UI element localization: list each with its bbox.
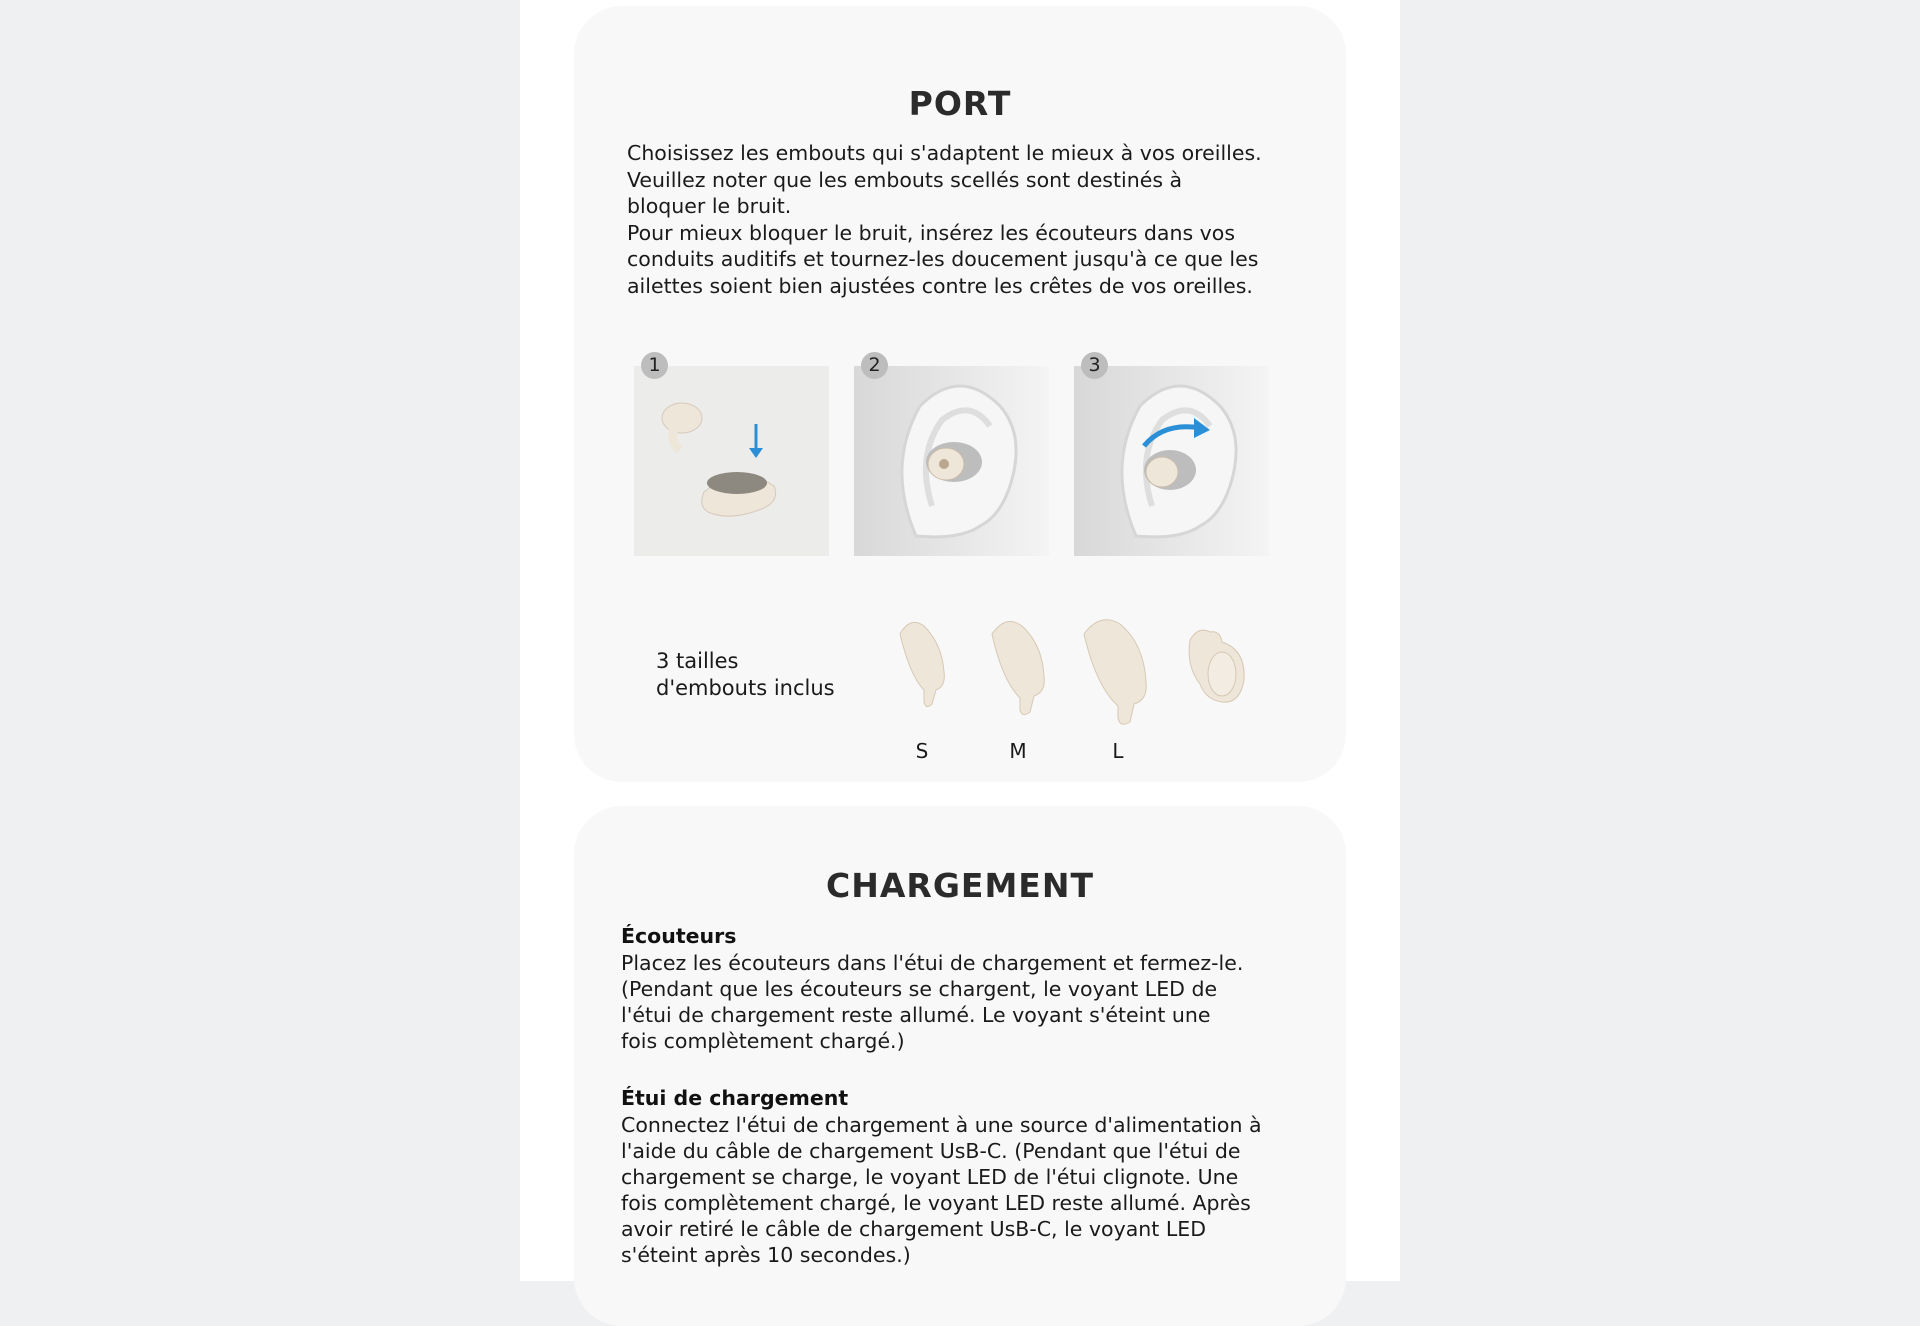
earbuds-heading: Écouteurs xyxy=(621,924,737,948)
step-number-badge: 1 xyxy=(641,352,668,379)
earbuds-text: Placez les écouteurs dans l'étui de chargement et fermez-le. (Pendant que les écouteurs se chargent, le voyant LED de l'étui de chargement reste allumé. Le voyant s'éteint une fois complètement chargé.) xyxy=(621,951,1244,1053)
case-text: Connectez l'étui de chargement à une source d'alimentation à l'aide du câble de chargement UsB-C. (Pendant que l'étui de chargement se charge, le voyant LED de l'étui clignote. Une fois complètement chargé, le voyant LED reste allumé. Après avoir retiré le câble de chargement UsB-C, le voyant LED s'éteint après 10 secondes.) xyxy=(621,1113,1262,1267)
case-heading: Étui de chargement xyxy=(621,1086,849,1110)
port-title: PORT xyxy=(908,84,1012,123)
earbud-twist-in-ear-icon xyxy=(1074,366,1269,556)
eartip-small-icon xyxy=(892,614,952,714)
charging-card xyxy=(574,806,1346,1326)
eartip-medium-icon xyxy=(986,614,1052,724)
step-2 xyxy=(854,354,1049,556)
step-number-badge: 2 xyxy=(861,352,888,379)
earbud-into-case-icon xyxy=(634,366,829,556)
step-1 xyxy=(634,354,829,556)
eartip-large-icon xyxy=(1080,614,1154,734)
step-number-badge: 3 xyxy=(1081,352,1108,379)
page xyxy=(520,0,1400,1281)
charging-title: CHARGEMENT xyxy=(826,866,1094,905)
earbud-in-ear-icon xyxy=(854,366,1049,556)
port-instructions: Choisissez les embouts qui s'adaptent le mieux à vos oreilles. Veuillez noter que les embouts scellés sont destinés à bloquer le bruit. Pour mieux bloquer le bruit, insérez les écouteurs dans vos conduits auditifs et tournez-les doucement jusqu'à ce que les ailettes soient bien ajustées contre les crêtes de vos oreilles. xyxy=(627,141,1262,298)
size-label-m: M xyxy=(1009,739,1027,763)
size-label-s: S xyxy=(915,739,929,763)
step-3 xyxy=(1074,354,1269,556)
port-card xyxy=(574,6,1346,782)
size-label-l: L xyxy=(1112,739,1124,763)
earbud-side-icon xyxy=(1182,614,1248,714)
sizes-label: 3 tailles d'embouts inclus xyxy=(656,649,835,700)
